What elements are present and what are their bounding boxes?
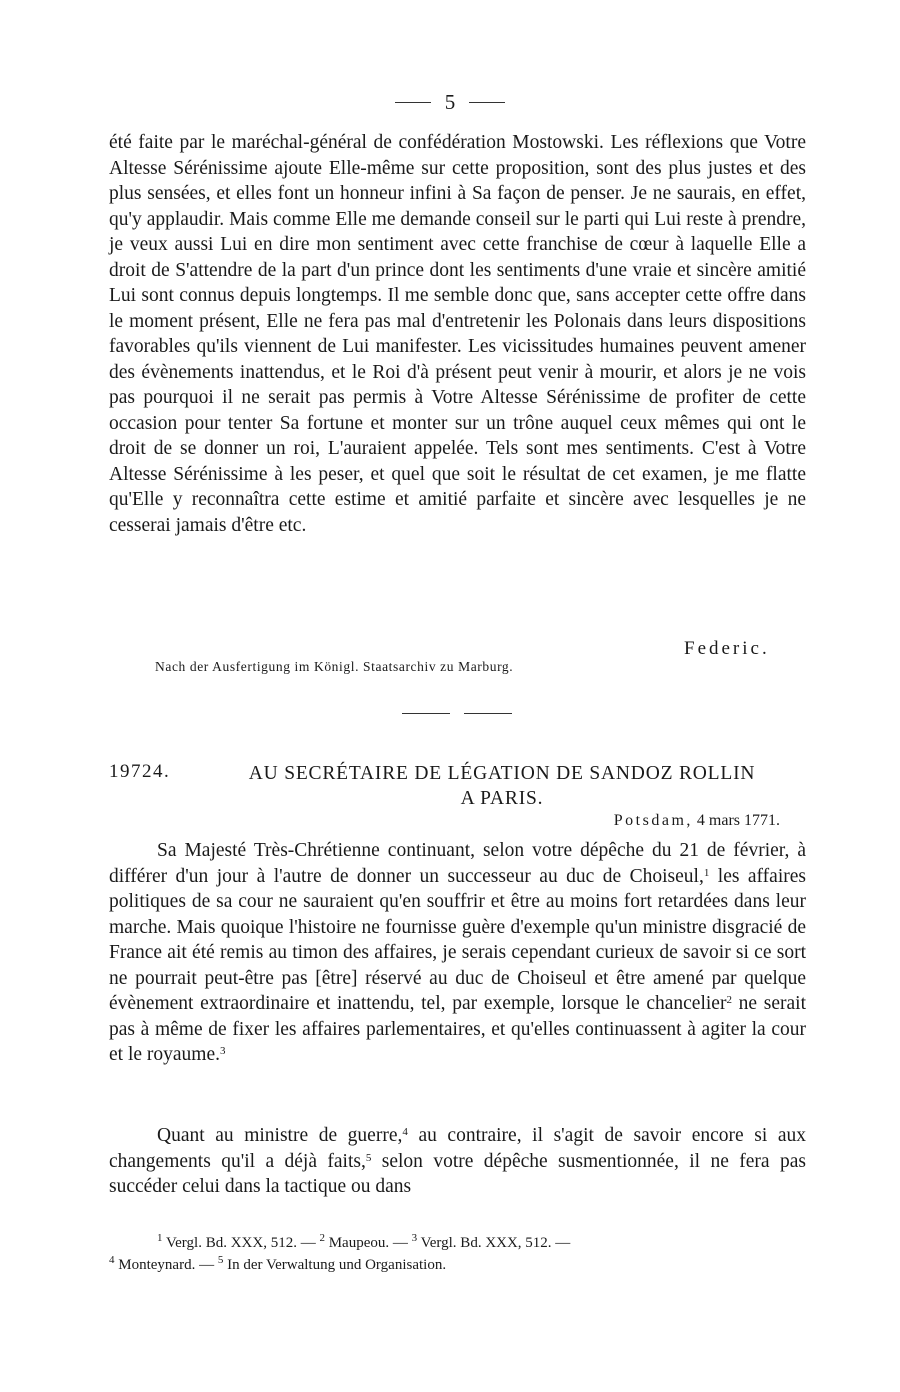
letter-title-line-2: A PARIS. <box>460 788 544 809</box>
date-value: 4 mars 1771. <box>696 812 780 829</box>
header-dash-left <box>395 102 431 103</box>
signature: Federic. <box>684 638 770 659</box>
date-place: Potsdam, <box>613 812 693 829</box>
footnote-marker: 2 <box>319 1232 325 1244</box>
footnote-text: Monteynard. — <box>114 1257 218 1273</box>
footnote-text: Vergl. Bd. XXX, 512. — <box>417 1235 571 1251</box>
header-dash-right <box>469 102 505 103</box>
footnote-marker: 5 <box>217 1254 224 1266</box>
footnote-ref-1: 1 <box>703 866 710 879</box>
footnote-ref-2: 2 <box>726 994 732 1006</box>
footnote-marker: 4 <box>109 1254 115 1266</box>
section-divider <box>402 713 512 715</box>
footnote-ref-5: 5 <box>365 1151 372 1164</box>
footnote-text: Maupeou. — <box>324 1235 412 1251</box>
archive-source-note: Nach der Ausfertigung im Königl. Staatsarchiv zu Marburg. <box>155 659 514 674</box>
footnote-marker: 1 <box>157 1232 163 1244</box>
letter-dateline <box>540 812 780 830</box>
text-run: au contraire, il s'agit de savoir encore si aux changements qu'il a déjà faits, <box>109 1125 806 1172</box>
letter-paragraph-1 <box>109 838 806 1068</box>
footnote-text: In der Verwaltung und Organisation. <box>223 1257 447 1273</box>
letter-paragraph-2 <box>109 1123 806 1200</box>
footnote-marker: 3 <box>411 1232 418 1244</box>
letter-title <box>197 761 807 811</box>
footnote-text: Vergl. Bd. XXX, 512. — <box>162 1235 320 1251</box>
letter-body-paragraph: été faite par le maréchal-général de confédération Mostowski. Les réflexions que Votre Altesse Sérénissime ajoute Elle-même sur cette proposition, sont des plus justes et des plus sensées, et elles font un honneur infini à Sa façon de penser. Je ne saurais, en effet, qu'y applaudir. Mais comme Elle me demande conseil sur le parti qui Lui reste à prendre, je veux aussi Lui en dire mon sentiment avec cette franchise de cœur à laquelle Elle a droit de S'attendre de la part d'un prince dont les sentiments d'une vraie et sincère amitié Lui sont connus depuis longtemps. Il me semble donc que, sans accepter cette offre dans le moment présent, Elle ne fera pas mal d'entretenir les Polonais dans leurs dispositions favorables qu'ils viennent de Lui manifester. Les vicissitudes humaines peuvent amener des évènements inattendus, et le Roi d'à présent peut venir à mourir, et alors je ne vois pas pourquoi il ne serait pas permis à Votre Altesse Sérénissime de profiter de cette occasion pour tenter Sa fortune et monter sur un trône auquel ceux mêmes qui ont le droit de se donner un roi, L'auraient appelée. Tels sont mes sentiments. C'est à Votre Altesse Sérénissime à les peser, et quel que soit le résultat de cet examen, je me flatte qu'Elle y reconnaîtra cette estime et amitié parfaite et sincère avec lesquelles je ne cesserai jamais d'être etc. <box>109 132 806 536</box>
page-number: 5 <box>444 89 456 114</box>
text-run: les affaires politiques de sa cour ne sauraient qu'en souffrir et être au moins fort retardées dans leur marche. Mais quoique l'histoire ne fournisse guère d'exemple qu'un ministre disgracié de France ait été remis au timon des affaires, je serais cependant curieux de savoir si ce sort ne pourrait peut-être pas [être] réservé au duc de Choiseul et être amené par quelque évènement extraordinaire et inattendu, tel, par exemple, lorsque le chancelier <box>109 865 806 1014</box>
text-run: selon votre dépêche susmentionnée, il ne fera pas succéder celui dans la tactique ou dans <box>109 1150 806 1197</box>
text-run: ne serait pas à même de fixer les affaires parlementaires, et qu'elles continuassent à agiter la cour et le royaume. <box>109 993 806 1065</box>
letter-title-line-1: AU SECRÉTAIRE DE LÉGATION DE SANDOZ ROLLIN <box>248 763 756 784</box>
text-run: Sa Majesté Très-Chrétienne continuant, selon votre dépêche du 21 de février, à différer d'un jour à l'autre de donner un successeur au duc de Choiseul, <box>109 840 806 887</box>
text-run: Quant au ministre de guerre, <box>157 1125 403 1146</box>
footnote-line-2 <box>109 1254 806 1276</box>
footnote-ref-4: 4 <box>402 1126 408 1138</box>
footnotes <box>109 1232 806 1276</box>
footnote-line-1 <box>109 1232 806 1254</box>
page-header <box>0 88 900 116</box>
letter-number: 19724. <box>109 761 171 782</box>
footnote-ref-3: 3 <box>220 1045 226 1057</box>
